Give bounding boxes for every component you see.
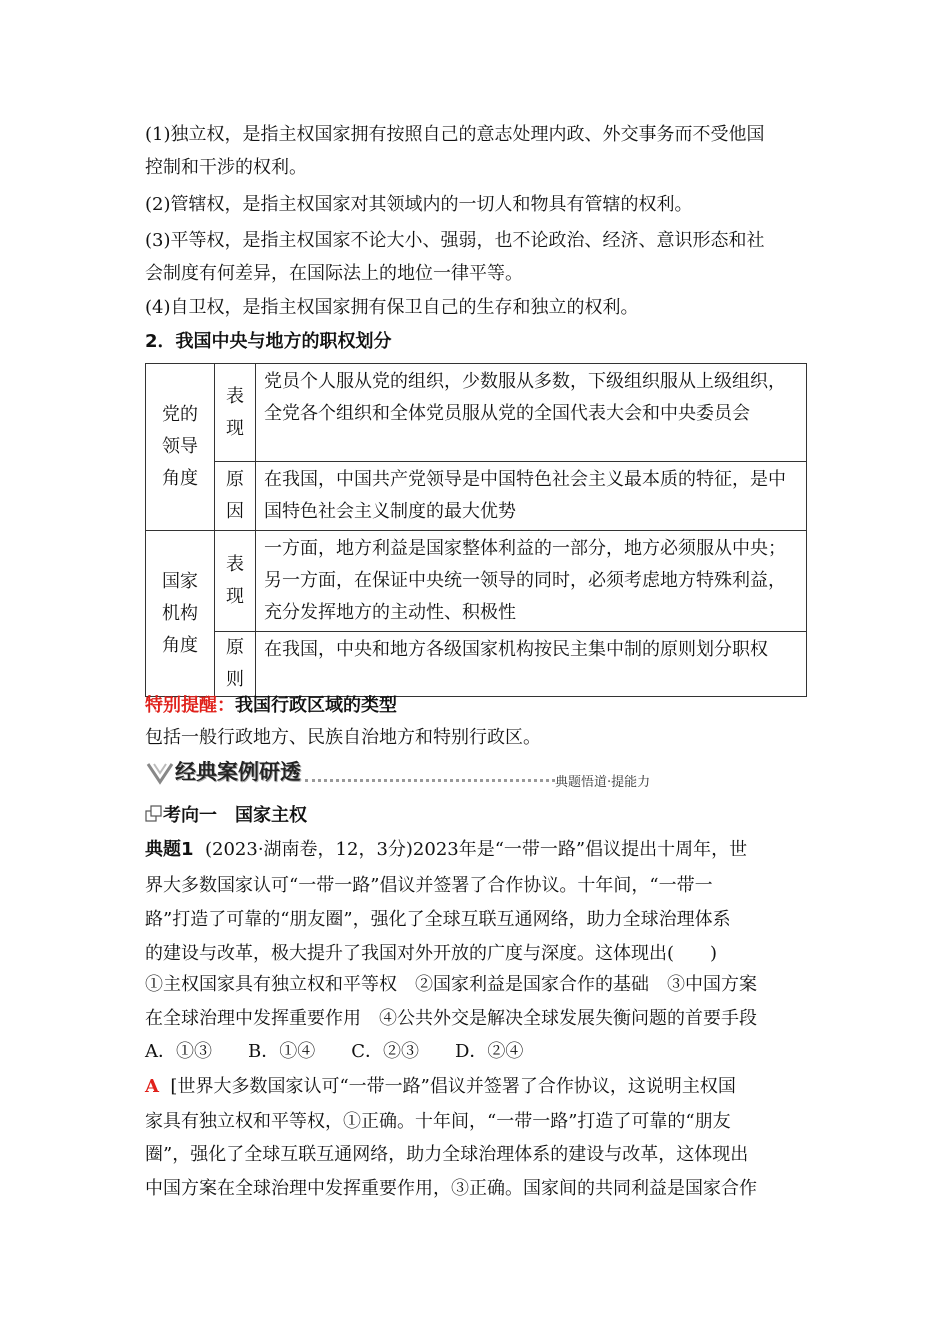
state-category-label: 国家 机构 角度 — [162, 570, 198, 656]
answer-text: [世界大多数国家认可“一带一路”倡议并签署了合作协议，这说明主权国 — [170, 1076, 736, 1097]
party-biaoxian-text: 党员个人服从党的组织，少数服从多数，下级组织服从上级组织，全党各个组织和全体党员服从党的全国代表大会和中央委员会 — [256, 364, 807, 462]
table-row — [146, 632, 807, 697]
sub-label-yuanyin: 原 因 — [226, 469, 244, 522]
sub-label-biaoxian: 表 现 — [226, 554, 244, 607]
direction-title: 考向一 国家主权 — [163, 805, 307, 826]
question-line4: 的建设与改革，极大提升了我国对外开放的广度与深度。这体现出( ) — [145, 943, 718, 964]
banner-title: 经典案例研透 — [175, 760, 301, 784]
party-category-label: 党的 领导 角度 — [162, 404, 198, 489]
party-category-cell — [146, 364, 215, 531]
party-biaoxian-cell — [215, 364, 256, 462]
party-yuanyin-cell — [215, 462, 256, 531]
right-jurisdiction: (2)管辖权，是指主权国家对其领域内的一切人和物具有管辖的权利。 — [145, 194, 693, 215]
right-self-defense: (4)自卫权，是指主权国家拥有保卫自己的生存和独立的权利。 — [145, 297, 639, 318]
question-line2: 界大多数国家认可“一带一路”倡议并签署了合作协议。十年间，“一带一 — [145, 875, 713, 896]
chevron-down-icon — [145, 758, 175, 788]
right-equality-line1: (3)平等权，是指主权国家不论大小、强弱，也不论政治、经济、意识形态和社 — [145, 230, 765, 251]
state-yuanze-text: 在我国，中央和地方各级国家机构按民主集中制的原则划分职权 — [256, 632, 807, 697]
question-label: 典题1 — [145, 839, 194, 860]
answer-line1 — [145, 1075, 736, 1099]
right-independence-line2: 控制和干涉的权利。 — [145, 157, 307, 178]
party-yuanyin-text: 在我国，中国共产党领导是中国特色社会主义最本质的特征，是中国特色社会主义制度的最大优势 — [256, 462, 807, 531]
reminder-label: 特别提醒： — [145, 695, 235, 716]
reminder-text: 包括一般行政地方、民族自治地方和特别行政区。 — [145, 727, 541, 748]
banner-subtitle: 典题悟道·提能力 — [555, 775, 651, 790]
answer-line4: 中国方案在全球治理中发挥重要作用，③正确。国家间的共同利益是国家合作 — [145, 1178, 757, 1199]
question-statement-line2: 在全球治理中发挥重要作用 ④公共外交是解决全球发展失衡问题的首要手段 — [145, 1008, 757, 1029]
question-line1 — [145, 838, 747, 862]
answer-letter: A — [145, 1076, 159, 1097]
section-banner — [145, 752, 685, 792]
question-line3: 路”打造了可靠的“朋友圈”，强化了全球互联互通网络，助力全球治理体系 — [145, 909, 731, 930]
question-statement-line1: ①主权国家具有独立权和平等权 ②国家利益是国家合作的基础 ③中国方案 — [145, 974, 757, 995]
sub-label-biaoxian: 表 现 — [226, 385, 244, 439]
right-independence-line1: (1)独立权，是指主权国家拥有按照自己的意志处理内政、外交事务而不受他国 — [145, 124, 765, 145]
banner-divider — [305, 779, 555, 782]
direction-heading — [145, 804, 307, 828]
section2-title: 2．我国中央与地方的职权划分 — [145, 331, 392, 352]
question-text: (2023·湖南卷，12，3分)2023年是“一带一路”倡议提出十周年，世 — [204, 839, 748, 860]
right-equality-line2: 会制度有何差异，在国际法上的地位一律平等。 — [145, 263, 523, 284]
answer-options: A．①③ B．①④ C．②③ D．②④ — [145, 1041, 524, 1062]
table-row — [146, 364, 807, 462]
power-division-table — [145, 363, 807, 697]
state-biaoxian-text: 一方面，地方利益是国家整体利益的一部分，地方必须服从中央；另一方面，在保证中央统一领导的同时，必须考虑地方特殊利益，充分发挥地方的主动性、积极性 — [256, 531, 807, 632]
state-biaoxian-cell — [215, 531, 256, 632]
squares-icon — [145, 805, 163, 823]
special-reminder — [145, 694, 397, 718]
answer-line3: 圈”，强化了全球互联互通网络，助力全球治理体系的建设与改革，这体现出 — [145, 1144, 749, 1165]
table-row — [146, 531, 807, 632]
sub-label-yuanze: 原 则 — [226, 637, 244, 690]
answer-line2: 家具有独立权和平等权，①正确。十年间，“一带一路”打造了可靠的“朋友 — [145, 1111, 731, 1132]
reminder-title: 我国行政区域的类型 — [235, 695, 397, 716]
table-row — [146, 462, 807, 531]
state-yuanze-cell — [215, 632, 256, 697]
state-category-cell — [146, 531, 215, 697]
